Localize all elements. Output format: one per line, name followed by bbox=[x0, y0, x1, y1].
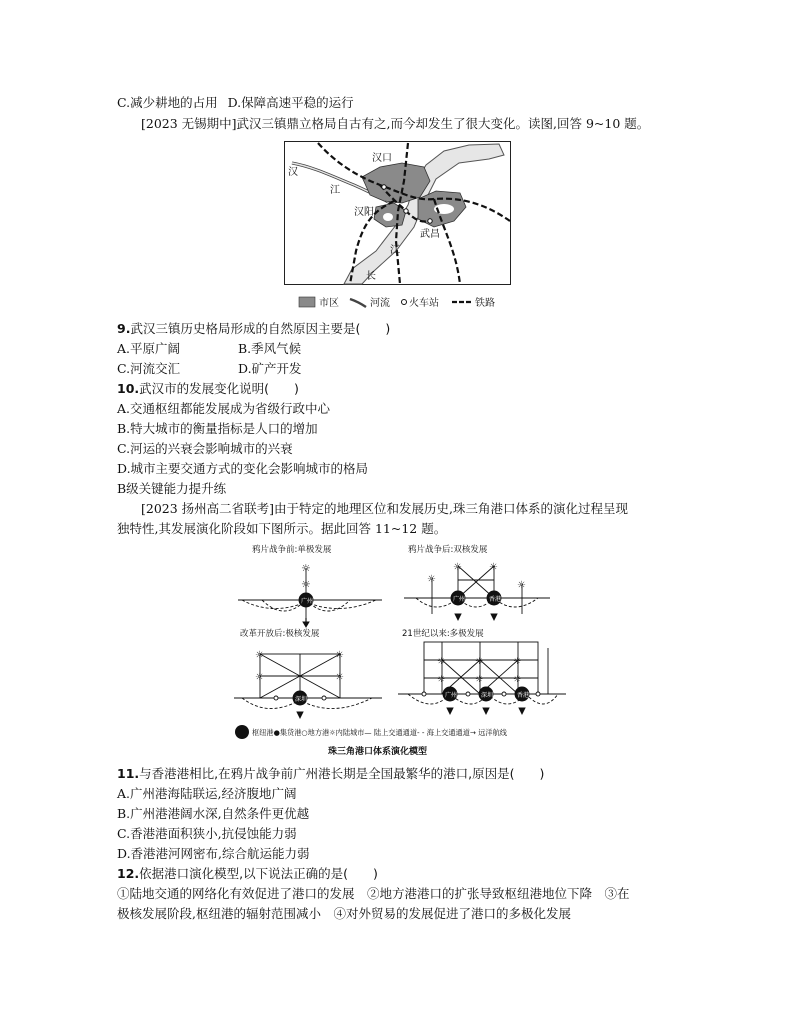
intro-11-12-line1: [2023 扬州高二省联考]由于特定的地理区位和发展历史,珠三角港口体系的演化过程呈现 bbox=[141, 501, 629, 516]
q12-statements-line2: 极核发展阶段,枢纽港的辐射范围减小 ④对外贸易的发展促进了港口的多极化发展 bbox=[117, 906, 571, 921]
svg-text:☼: ☼ bbox=[437, 675, 446, 685]
panel-3 bbox=[234, 650, 382, 718]
q11-option-b[interactable]: B.广州港港阔水深,自然条件更优越 bbox=[117, 806, 310, 821]
svg-text:广州: 广州 bbox=[301, 598, 314, 605]
q10-option-c[interactable]: C.河运的兴衰会影响城市的兴衰 bbox=[117, 441, 293, 456]
legend-station: 火车站 bbox=[409, 298, 439, 309]
intro-9-10: [2023 无锡期中]武汉三镇鼎立格局自古有之,而今却发生了很大变化。读图,回答 9~10 题。 bbox=[141, 116, 650, 131]
question-9: 9.武汉三镇历史格局形成的自然原因主要是( ) bbox=[117, 321, 391, 336]
label-hanyang: 汉阳 bbox=[354, 207, 374, 218]
legend-river: 河流 bbox=[370, 298, 390, 309]
wuhan-map bbox=[284, 141, 512, 316]
panel-1 bbox=[238, 562, 382, 627]
intro-11-12-line2: 独特性,其发展演化阶段如下图所示。据此回答 11~12 题。 bbox=[117, 521, 447, 536]
svg-text:☼: ☼ bbox=[489, 562, 498, 573]
svg-text:香港: 香港 bbox=[517, 692, 530, 699]
question-11: 11.与香港港相比,在鸦片战争前广州港长期是全国最繁华的港口,原因是( ) bbox=[117, 766, 545, 781]
svg-text:☼: ☼ bbox=[475, 675, 484, 685]
option-c: C.减少耕地的占用 bbox=[117, 95, 218, 110]
svg-text:广州: 广州 bbox=[453, 596, 466, 603]
map-legend bbox=[299, 296, 495, 309]
svg-text:☼: ☼ bbox=[453, 562, 462, 573]
q11-option-a[interactable]: A.广州港海陆联运,经济腹地广阔 bbox=[117, 786, 297, 801]
label-chang: 长 bbox=[366, 271, 376, 282]
q10-option-a[interactable]: A.交通枢纽都能发展成为省级行政中心 bbox=[117, 401, 331, 416]
svg-text:深圳: 深圳 bbox=[295, 696, 308, 703]
svg-text:☼: ☼ bbox=[335, 650, 344, 661]
port-evolution-diagram bbox=[232, 542, 568, 760]
q10-option-b[interactable]: B.特大城市的衡量指标是人口的增加 bbox=[117, 421, 318, 436]
label-wuchang: 武昌 bbox=[420, 229, 440, 240]
svg-text:☼: ☼ bbox=[475, 657, 484, 667]
svg-text:☼: ☼ bbox=[427, 574, 436, 585]
q11-option-d[interactable]: D.香港港河网密布,综合航运能力弱 bbox=[117, 846, 310, 861]
prev-question-options bbox=[117, 94, 354, 112]
section-title: B级关键能力提升练 bbox=[117, 481, 227, 496]
label-jiang-1: 江 bbox=[330, 185, 340, 196]
question-10: 10.武汉市的发展变化说明( ) bbox=[117, 381, 299, 396]
svg-text:广州: 广州 bbox=[445, 692, 458, 699]
panel-title-2: 鸦片战争后:双核发展 bbox=[408, 545, 488, 555]
diagram-legend bbox=[235, 725, 508, 739]
label-hankou: 汉口 bbox=[372, 153, 392, 164]
svg-text:深圳: 深圳 bbox=[481, 692, 494, 699]
panel-title-3: 改革开放后:极核发展 bbox=[240, 629, 320, 639]
panel-title-1: 鸦片战争前:单极发展 bbox=[252, 545, 332, 555]
legend-rail: 铁路 bbox=[475, 298, 495, 309]
diagram-title: 珠三角港口体系演化模型 bbox=[328, 747, 428, 757]
q9-option-d[interactable]: D.矿产开发 bbox=[238, 361, 302, 376]
svg-text:☼: ☼ bbox=[301, 578, 311, 591]
svg-text:☼: ☼ bbox=[255, 672, 264, 683]
q11-option-c[interactable]: C.香港港面积狭小,抗侵蚀能力弱 bbox=[117, 826, 297, 841]
label-jiang-2: 江 bbox=[390, 245, 400, 256]
panel-title-4: 21世纪以来:多极发展 bbox=[402, 629, 484, 639]
svg-text:香港: 香港 bbox=[489, 596, 502, 603]
diagram-legend-text: 枢纽港●集货港○地方港☼内陆城市— 陆上交通通道- - 海上交通通道→ 远洋航线 bbox=[252, 728, 507, 737]
panel-4 bbox=[398, 642, 566, 714]
svg-text:☼: ☼ bbox=[517, 580, 526, 591]
svg-text:☼: ☼ bbox=[437, 657, 446, 667]
svg-text:☼: ☼ bbox=[513, 657, 522, 667]
q9-option-a[interactable]: A.平原广阔 bbox=[117, 341, 181, 356]
panel-2 bbox=[404, 562, 550, 620]
svg-text:☼: ☼ bbox=[335, 672, 344, 683]
label-han: 汉 bbox=[288, 167, 298, 178]
legend-city: 市区 bbox=[319, 298, 339, 309]
svg-text:☼: ☼ bbox=[255, 650, 264, 661]
q10-option-d[interactable]: D.城市主要交通方式的变化会影响城市的格局 bbox=[117, 461, 369, 476]
q12-statements-line1: ①陆地交通的网络化有效促进了港口的发展 ②地方港港口的扩张导致枢纽港地位下降 ③在 bbox=[117, 886, 630, 901]
svg-text:☼: ☼ bbox=[513, 675, 522, 685]
q9-option-b[interactable]: B.季风气候 bbox=[238, 341, 302, 356]
svg-text:☼: ☼ bbox=[301, 562, 311, 575]
question-12: 12.依据港口演化模型,以下说法正确的是( ) bbox=[117, 866, 378, 881]
q9-option-c[interactable]: C.河流交汇 bbox=[117, 361, 181, 376]
option-d: D.保障高速平稳的运行 bbox=[227, 95, 354, 110]
